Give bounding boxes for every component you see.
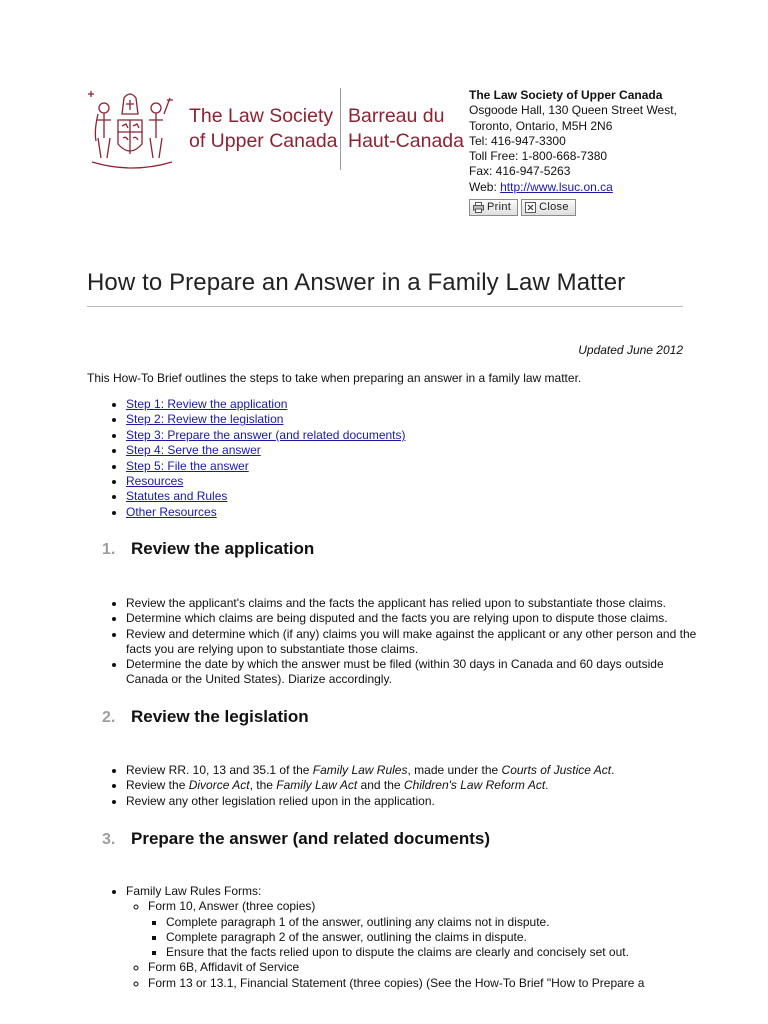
toc-link-step3[interactable]: Step 3: Prepare the answer (and related documents) [126,427,406,442]
toc-item [126,474,406,489]
title-divider [87,306,683,307]
action-buttons [469,199,677,216]
section-title: Review the legislation [131,707,309,726]
statute-name: Family Law Rules [312,763,408,777]
updated-date: Updated June 2012 [578,343,683,357]
coat-of-arms-icon [86,86,178,172]
toc-link-step1[interactable]: Step 1: Review the application [126,397,288,411]
list-item: • Review the applicant's claims and the facts the applicant has relied upon to substantiate those claims. [126,596,706,611]
text-fragment: . [611,763,615,777]
org-name-english [189,104,338,154]
intro-text: This How-To Brief outlines the steps to take when preparing an answer in a family law matter. [87,371,582,385]
website-link[interactable]: http://www.lsuc.on.ca [500,179,613,194]
toc-item [126,489,406,504]
toc-link-step5[interactable]: Step 5: File the answer [126,458,249,473]
text-fragment: . [545,778,549,793]
org-name-french-line2: Haut-Canada [348,130,464,152]
statute-name: Divorce Act [188,778,250,793]
form-item [148,899,706,960]
toc-item [126,412,406,427]
contact-address-line2: Toronto, Ontario, M5H 2N6 [469,118,613,133]
contact-block [469,88,677,216]
list-item [126,763,706,778]
toc-link-step4[interactable]: Step 4: Serve the answer [126,443,261,458]
section-title: Prepare the answer (and related documents) [131,829,490,848]
close-button-label: Close [539,200,569,213]
list-item: • Review any other legislation relied upon in the application. [126,794,706,809]
text-fragment: Review the [126,778,189,793]
section-number: 3. [102,831,116,848]
text-fragment: and the [357,778,404,793]
section-2-list [108,763,706,809]
contact-fax: Fax: 416-947-5263 [469,164,571,179]
forms-list [126,899,706,991]
printer-icon [473,202,484,213]
toc-link-resources[interactable]: Resources [126,474,184,489]
org-name-french [348,104,464,154]
list-item: • Review and determine which (if any) claims you will make against the applicant or any other person and the facts you are relying upon to substantiate those claims. [126,627,706,658]
toc-link-step2[interactable]: Step 2: Review the legislation [126,412,284,427]
law-society-logo [86,86,466,176]
list-item [126,778,706,793]
statute-name: Children's Law Reform Act [403,778,546,793]
form-10-label: Form 10, Answer (three copies) [148,899,316,914]
org-name-english-line2: of Upper Canada [189,130,338,152]
text-fragment: Review RR. 10, 13 and 35.1 of the [126,763,313,777]
toc-item [126,505,406,520]
org-name-english-line1: The Law Society [189,105,334,127]
print-button[interactable] [469,199,518,216]
table-of-contents [108,397,406,520]
form-step: ▪ Complete paragraph 2 of the answer, outlining the claims in dispute. [166,930,706,945]
statute-name: Family Law Act [276,778,358,793]
form-item: ◦ Form 13 or 13.1, Financial Statement (three copies) (See the How-To Brief "How to Prepare a [148,976,706,991]
section-number: 1. [102,541,116,558]
text-fragment: , the [249,778,277,793]
page-title: How to Prepare an Answer in a Family Law Matter [87,269,626,296]
list-item: • Determine the date by which the answer must be filed (within 30 days in Canada and 60 days outside Canada or the United States). Diarize accordingly. [126,657,706,688]
contact-org-name: The Law Society of Upper Canada [469,88,663,102]
section-1-list [108,596,706,688]
print-button-label: Print [487,200,512,213]
close-button[interactable] [521,199,576,216]
list-item: • Determine which claims are being disputed and the facts you are relying upon to dispute those claims. [126,611,706,626]
contact-address-line1: Osgoode Hall, 130 Queen Street West, [469,103,677,118]
org-name-french-line1: Barreau du [348,105,445,127]
list-item [126,884,706,991]
form-item: ◦ Form 6B, Affidavit of Service [148,960,706,975]
forms-label: Family Law Rules Forms: [126,884,262,898]
section-heading-2 [102,707,309,727]
close-icon [525,202,536,213]
toc-item [126,459,406,474]
section-heading-1 [102,539,314,559]
section-number: 2. [102,709,116,726]
form-10-steps [148,915,706,961]
contact-tel: Tel: 416-947-3300 [469,133,566,148]
toc-item [126,443,406,458]
toc-link-other-resources[interactable]: Other Resources [126,504,217,519]
logo-divider [340,88,341,170]
toc-item [126,397,406,412]
section-title: Review the application [131,539,315,558]
contact-tollfree: Toll Free: 1-800-668-7380 [469,149,608,164]
toc-item [126,428,406,443]
statute-name: Courts of Justice Act [501,763,612,777]
toc-link-statutes[interactable]: Statutes and Rules [126,489,228,504]
form-step: ▪ Complete paragraph 1 of the answer, outlining any claims not in dispute. [166,915,706,930]
section-3-list [108,884,706,991]
text-fragment: , made under the [407,763,502,777]
section-heading-3 [102,829,490,849]
form-step: ▪ Ensure that the facts relied upon to dispute the claims are clearly and concisely set out. [166,945,706,960]
contact-web [469,180,677,195]
contact-web-label: Web: [469,179,501,194]
